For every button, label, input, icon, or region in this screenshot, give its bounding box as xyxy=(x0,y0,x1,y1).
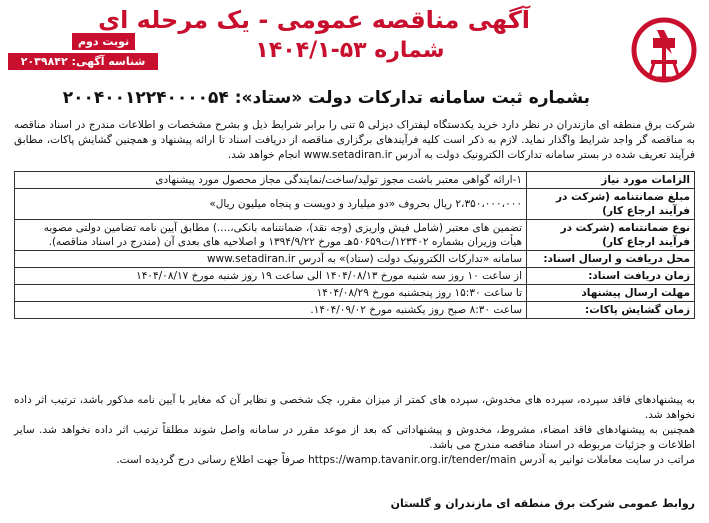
row-value: تضمین های معتبر (شامل فیش واریزی (وجه نقد)، ضمانتنامه بانکی،....) مطابق آیین نامه تضامین دولتی مصوبه هیأت وزیران بشماره ۱۲۳۴۰۲/ت۵۰۶۵۹هـ مورخ ۱۳۹۴/۹/۲۲ و اصلاحیه های بعدی آن (مندرج در اسناد مناقصه). xyxy=(15,220,527,251)
row-value: سامانه «تدارکات الکترونیک دولت (ستاد)» به آدرس www.setadiran.ir xyxy=(15,251,527,268)
row-label: زمان گشایش پاکات: xyxy=(527,302,695,319)
notice-number: شماره ۵۳-۱۴۰۴/۱ xyxy=(255,38,445,63)
row-label: نوع ضمانتنامه (شرکت در فرآیند ارجاع کار) xyxy=(527,220,695,251)
registration-number: بشماره ثبت سامانه تدارکات دولت «ستاد»: ۲۰۰۴۰۰۱۲۲۴۰۰۰۰۵۴ xyxy=(62,88,590,108)
signature: روابط عمومی شرکت برق منطقه ای مازندران و گلستان xyxy=(390,497,695,510)
table-row xyxy=(15,172,695,189)
row-value: از ساعت ۱۰ روز سه شنبه مورخ ۱۴۰۴/۰۸/۱۳ الی ساعت ۱۹ روز شنبه مورخ ۱۴۰۴/۰۸/۱۷ xyxy=(15,268,527,285)
row-value: ۱-ارائه گواهی معتبر باشت مجوز تولید/ساخت/نمایندگی مجاز محصول مورد پیشنهادی xyxy=(15,172,527,189)
footer-line-tavanir-site: مراتب در سایت معاملات توانیر به آدرس https://wamp.tavanir.org.ir/tender/main صرفاً جهت اطلاع رسانی درج گردیده است. xyxy=(116,454,695,466)
row-label: الزامات مورد نیاز xyxy=(527,172,695,189)
round-badge: نوبت دوم xyxy=(72,33,135,50)
table-row xyxy=(15,302,695,319)
table-row xyxy=(15,285,695,302)
footer-line-signature-rules: همچنین به پیشنهادهای فاقد امضاء، مشروط، مخدوش و پیشنهاداتی که بعد از موعد مقرر در سامانه واصل شوند مطلقاً ترتیب اثر داده نخواهد شد. سایر اطلاعات و جزئیات مربوطه در اسناد مناقصه مندرج می باشد. xyxy=(14,424,695,451)
tavanir-logo-icon xyxy=(631,10,697,90)
footer-line-deposit: به پیشنهادهای فاقد سپرده، سپرده های مخدوش، سپرده های کمتر از میزان مقرر، چک شخصی و نظایر آن که مغایر با آیین نامه مذکور باشد، ترتیب اثر داده نخواهد شد. xyxy=(14,394,695,421)
table-row xyxy=(15,189,695,220)
table-row xyxy=(15,268,695,285)
row-label: زمان دریافت اسناد: xyxy=(527,268,695,285)
notice-id-badge: شناسه آگهی: ۲۰۳۹۸۴۲ xyxy=(8,53,158,70)
intro-paragraph: شرکت برق منطقه ای مازندران در نظر دارد خرید یکدستگاه لیفتراک دیزلی ۵ تنی را برابر شرایط ذیل و بشرح مشخصات و اطلاعات مندرج در اسناد مناقصه به مناقصه گر واجد شرایط واگذار نماید. لازم به ذکر است کلیه فرآیندهای برگزاری مناقصه از دریافت اسناد تا ارائه پیشنهاد و همچنین گشایش پاکات، مطابق فرآیند تعریف شده در بستر سامانه تدارکات الکترونیک دولت به آدرس www.setadiran.ir انجام خواهد شد. xyxy=(14,119,696,161)
row-value: ساعت ۸:۳۰ صبح روز یکشنبه مورخ ۱۴۰۴/۰۹/۰۲. xyxy=(15,302,527,319)
table-row xyxy=(15,251,695,268)
row-value: تا ساعت ۱۵:۳۰ روز پنجشنبه مورخ ۱۴۰۴/۰۸/۲۹ xyxy=(15,285,527,302)
notice-title: آگهی مناقصه عمومی - یک مرحله ای xyxy=(98,6,530,34)
row-label: محل دریافت و ارسال اسناد: xyxy=(527,251,695,268)
header-badges xyxy=(8,30,158,70)
footer-notes xyxy=(14,393,695,468)
tender-details-table xyxy=(14,171,695,319)
row-label: مبلغ ضمانتنامه (شرکت در فرآیند ارجاع کار) xyxy=(527,189,695,220)
table-row xyxy=(15,220,695,251)
row-label: مهلت ارسال پیشنهاد xyxy=(527,285,695,302)
row-value: ۲،۳۵۰،۰۰۰،۰۰۰ ریال بحروف «دو میلیارد و دویست و پنجاه میلیون ریال» xyxy=(15,189,527,220)
